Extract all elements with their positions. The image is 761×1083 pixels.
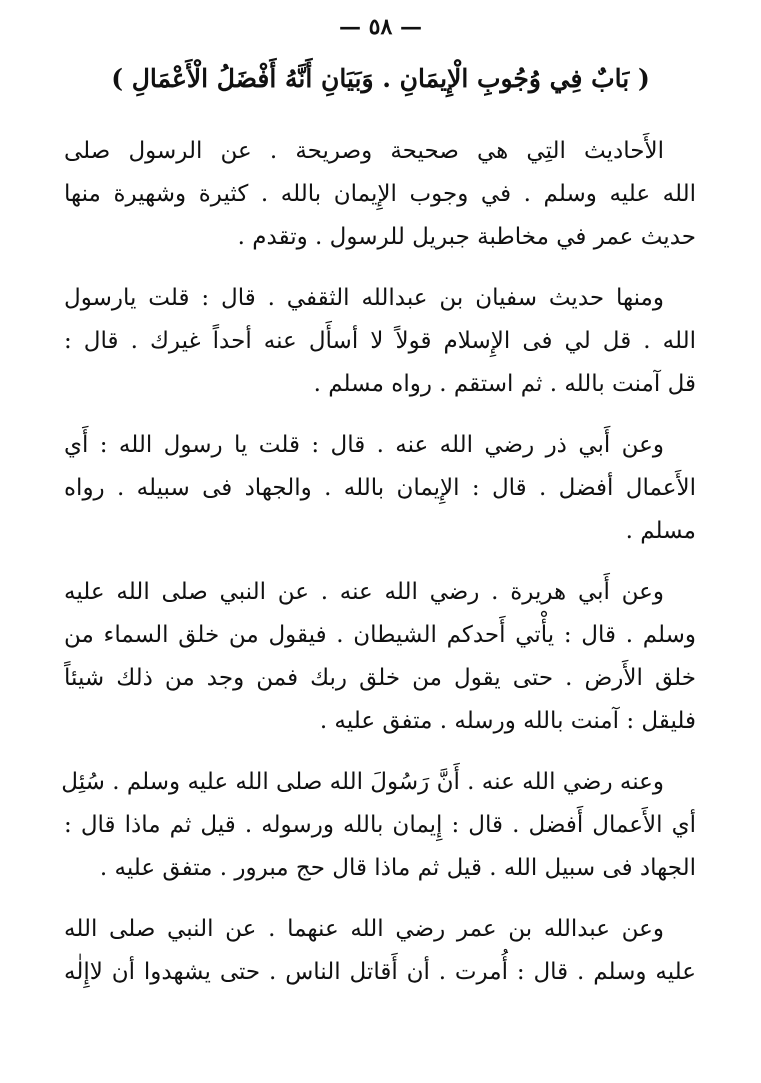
- paragraph: [64, 277, 696, 406]
- text-line: الجهاد فى سبيل الله . قيل ثم ماذا قال حج مبرور . متفق عليه .: [99, 855, 696, 881]
- page-number: — ٥٨ —: [339, 14, 422, 40]
- text-line: الأَحاديث التِي هي صحيحة وصريحة . عن الرسول صلى: [64, 138, 664, 164]
- text-line: عليه وسلم . قال : أُمرت . أن أَقاتل الناس . حتى يشهدوا أن لاإِلٰه: [64, 959, 696, 985]
- text-line: ومنها حديث سفيان بن عبدالله الثقفي . قال : قلت يارسول: [64, 285, 664, 311]
- paragraph: [64, 424, 696, 553]
- paragraph: [61, 761, 696, 890]
- paragraph: [64, 130, 696, 259]
- text-line: خلق الأَرض . حتى يقول من خلق ربك فمن وجد من ذلك شيئاً: [64, 665, 696, 691]
- text-line: وعن أَبي ذر رضي الله عنه . قال : قلت يا رسول الله : أَي: [64, 432, 664, 458]
- paragraph: [64, 571, 696, 743]
- chapter-title: ( بَابٌ فِي وُجُوبِ الْإِيمَانِ . وَبَيَانِ أَنَّهُ أَفْضَلُ الْأَعْمَالِ ): [111, 64, 650, 93]
- text-line: مسلم .: [625, 518, 696, 544]
- text-line: وعن أَبي هريرة . رضي الله عنه . عن النبي صلى الله عليه: [64, 579, 664, 605]
- text-line: أي الأَعمال أَفضل . قال : إِيمان بالله ورسوله . قيل ثم ماذا قال :: [64, 812, 696, 838]
- text-line: قل آمنت بالله . ثم استقم . رواه مسلم .: [313, 371, 696, 397]
- body-text: [61, 130, 696, 1012]
- text-line: وسلم . قال : يأْتي أَحدكم الشيطان . فيقول من خلق السماء من: [64, 622, 696, 648]
- text-line: الله . قل لي فى الإِسلام قولاً لا أسأَل عنه أحداً غيرك . قال :: [64, 328, 696, 354]
- text-line: وعنه رضي الله عنه . أَنَّ رَسُولَ الله صلى الله عليه وسلم . سُئِل: [61, 769, 664, 795]
- text-line: الأَعمال أفضل . قال : الإِيمان بالله . والجهاد فى سبيله . رواه: [64, 475, 696, 501]
- text-line: حديث عمر في مخاطبة جبريل للرسول . وتقدم .: [237, 224, 696, 250]
- paragraph: [64, 908, 696, 994]
- text-line: الله عليه وسلم . في وجوب الإِيمان بالله . كثيرة وشهيرة منها: [64, 181, 696, 207]
- text-line: فليقل : آمنت بالله ورسله . متفق عليه .: [319, 708, 696, 734]
- text-line: وعن عبدالله بن عمر رضي الله عنهما . عن النبي صلى الله: [64, 916, 664, 942]
